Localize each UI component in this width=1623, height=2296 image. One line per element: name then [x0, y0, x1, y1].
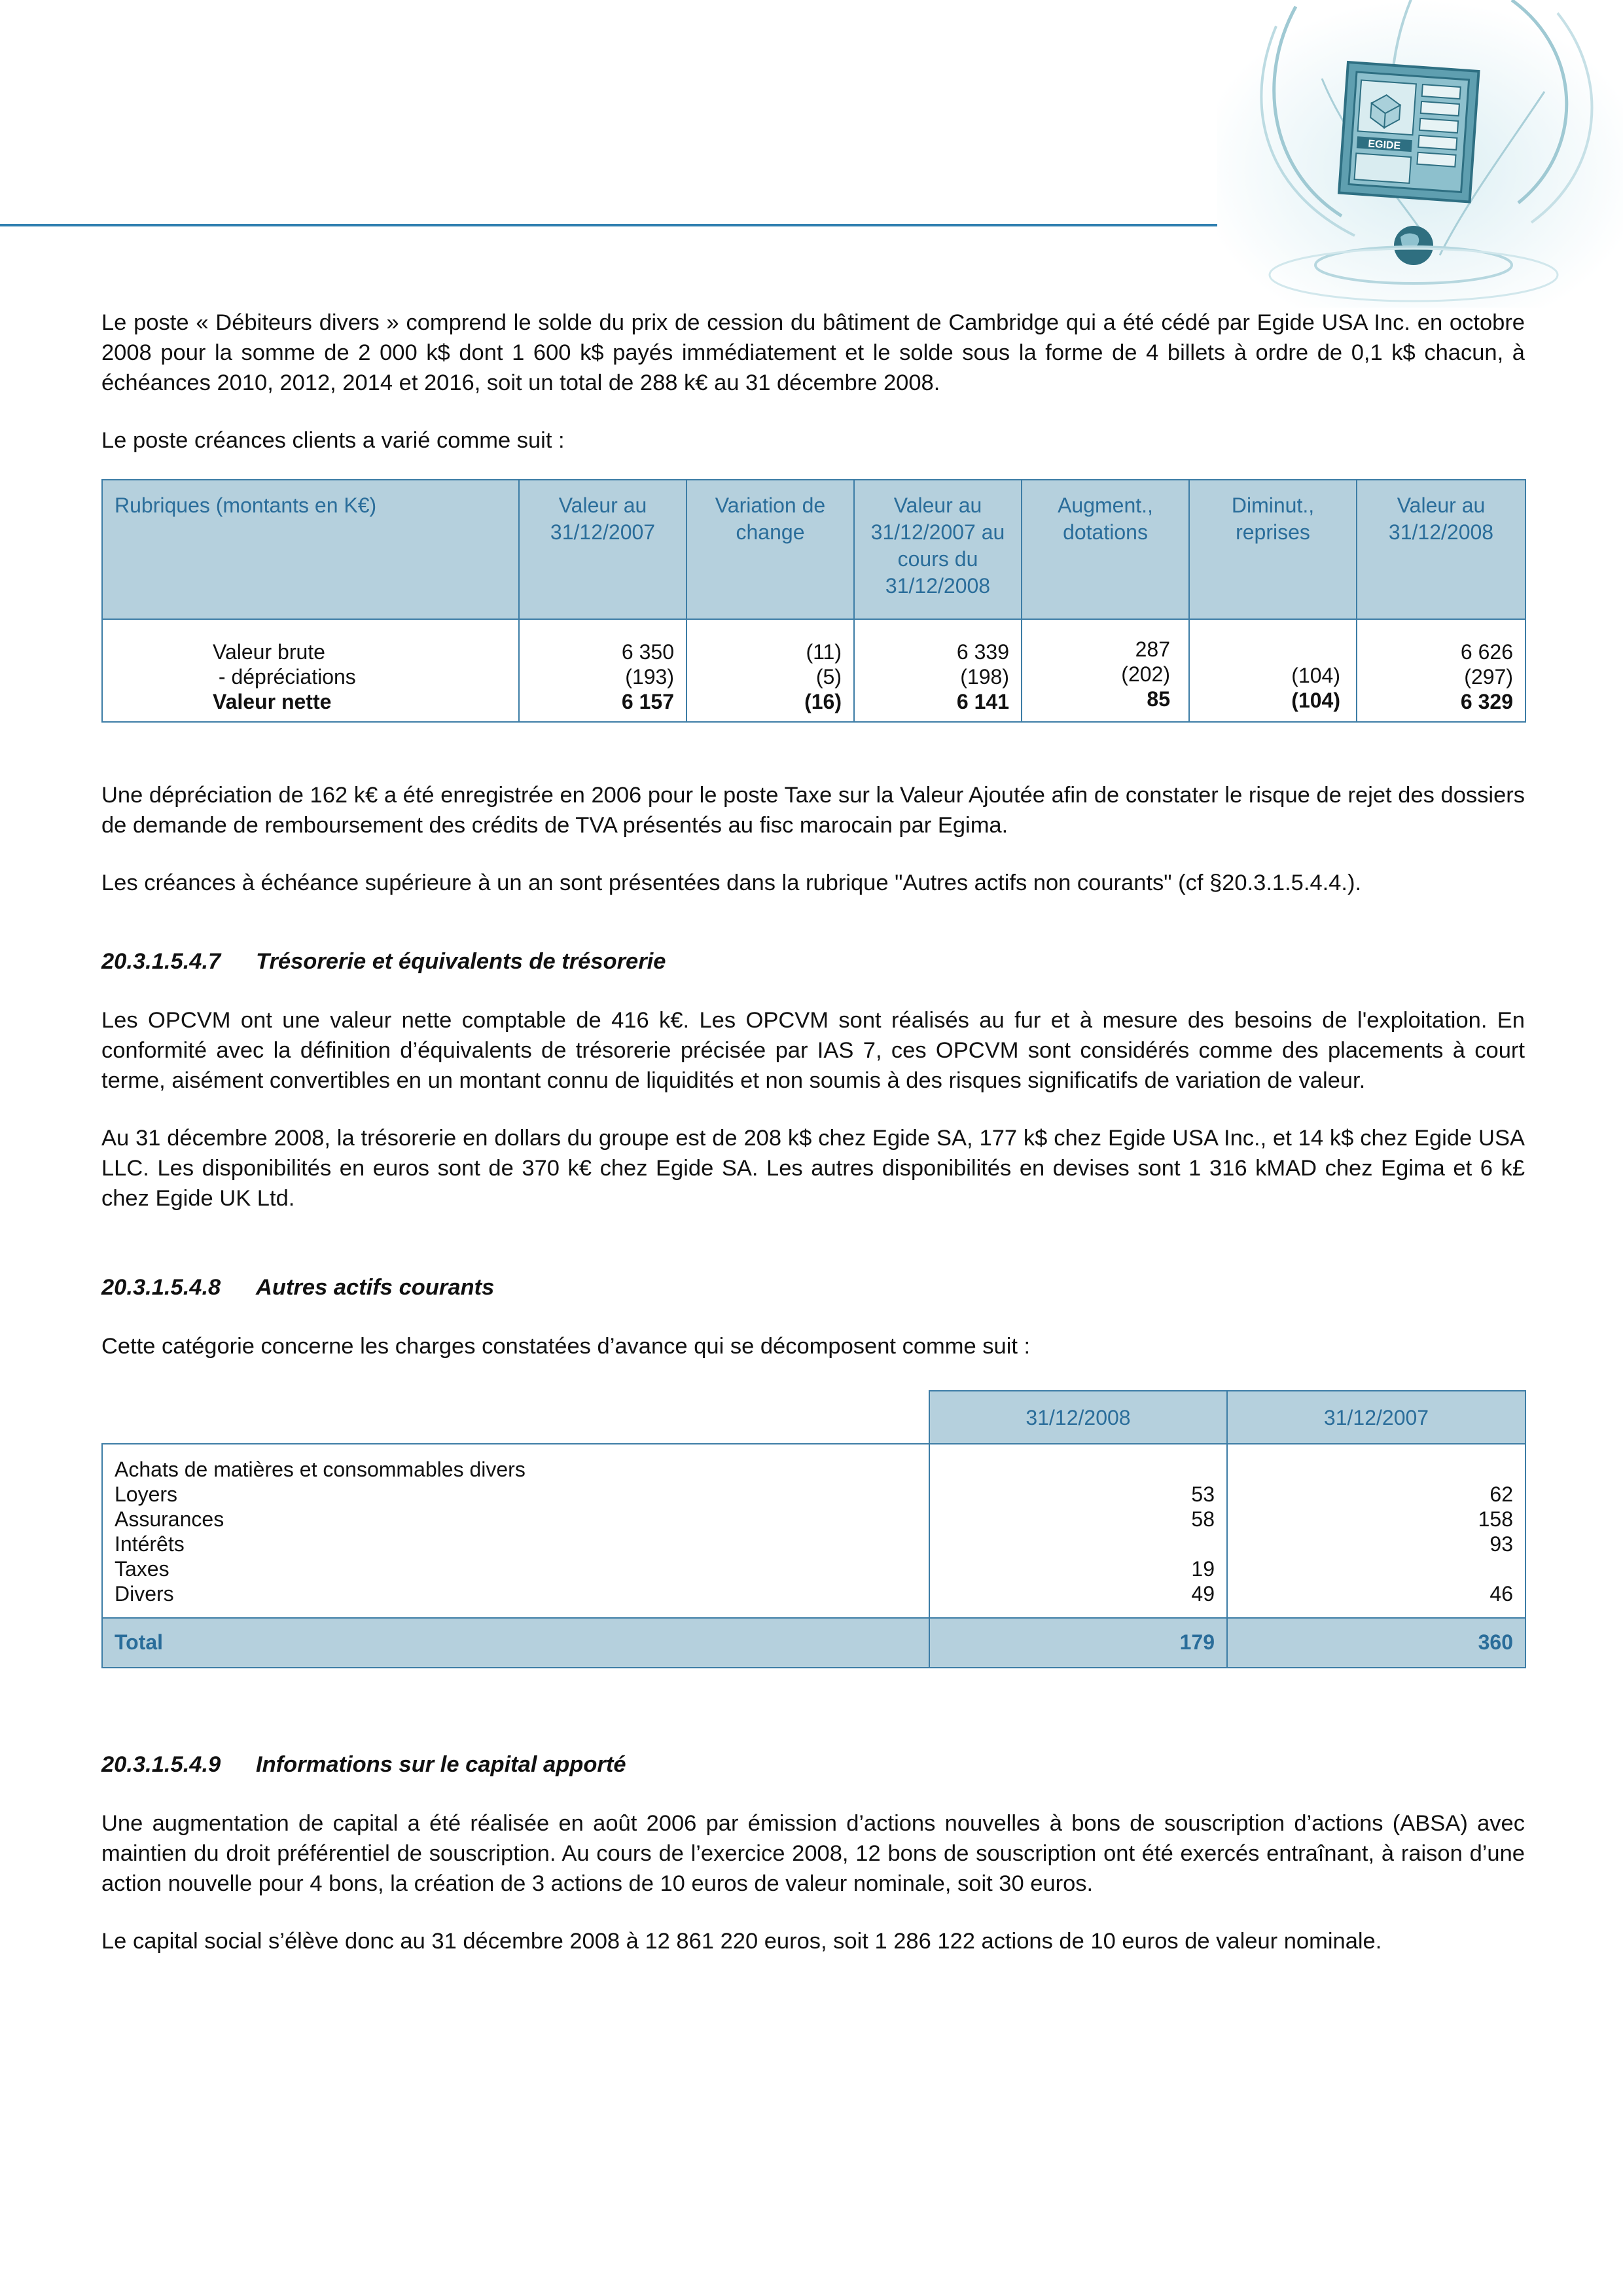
paragraph-creances-intro: Le poste créances clients a varié comme suit :	[101, 428, 565, 453]
value: 6 329	[1460, 690, 1513, 713]
section-title: Trésorerie et équivalents de trésorerie	[256, 949, 666, 974]
paragraph-charges-constatees: Cette catégorie concerne les charges constatées d’avance qui se décomposent comme suit :	[101, 1334, 1031, 1359]
value: 158	[1478, 1507, 1513, 1531]
augmentations-cell	[1022, 619, 1189, 722]
section-heading-tresorerie	[101, 946, 1525, 977]
section-heading-capital	[101, 1749, 1525, 1780]
value: 85	[1147, 687, 1170, 711]
row-label: Valeur nette	[213, 690, 332, 713]
value: 53	[1191, 1482, 1215, 1506]
value: (198)	[960, 665, 1009, 689]
value: 46	[1489, 1582, 1513, 1605]
row-label: - dépréciations	[213, 665, 356, 689]
value: 93	[1489, 1532, 1513, 1556]
row-label: Valeur brute	[213, 640, 325, 664]
table-body-row	[102, 619, 1525, 722]
row-label: Assurances	[115, 1507, 224, 1531]
paragraph-opcvm: Les OPCVM ont une valeur nette comptable de 416 k€. Les OPCVM sont réalisés au fur et à mesure des besoins de l'exploitation. En conformité avec la définition d’équivalents de trésorerie précisée par IAS 7, ces OPCVM sont considérés comme des placements à court terme, aisément convertibles en un montant connu de liquidités et non soumis à des risques significatifs de variation de valeur.	[101, 1008, 1525, 1093]
row-label: Taxes	[115, 1557, 169, 1581]
value-2007-cell	[519, 619, 687, 722]
section-title: Autres actifs courants	[256, 1275, 495, 1300]
value-2008-cell	[1357, 619, 1525, 722]
variation-change-cell	[687, 619, 854, 722]
header-cell: Augment., dotations	[1022, 480, 1189, 619]
empty-header-cell	[102, 1391, 929, 1444]
diminutions-cell	[1189, 619, 1357, 722]
paragraph-augmentation-capital: Une augmentation de capital a été réalisée en août 2006 par émission d’actions nouvelles à bons de souscription d’actions (ABSA) avec maintien du droit préférentiel de souscription. Au cours de l’exercice 2008, 12 bons de souscription ont été exercés entraînant, à raison d’une action nouvelle pour 4 bons, la création de 3 actions de 10 euros de valeur nominale, soit 30 euros.	[101, 1811, 1525, 1896]
total-value: 360	[1227, 1618, 1525, 1668]
svg-text:EGIDE: EGIDE	[1367, 138, 1401, 152]
section-number: 20.3.1.5.4.9	[101, 1752, 221, 1777]
paragraph-depreciation-tva: Une dépréciation de 162 k€ a été enregistrée en 2006 pour le poste Taxe sur la Valeur Ajoutée afin de constater le risque de rejet des dossiers de demande de remboursement des crédits de TVA présentés au fisc marocain par Egima.	[101, 783, 1525, 838]
header-cell: Valeur au 31/12/2008	[1357, 480, 1525, 619]
table-header-row	[102, 480, 1525, 619]
value	[942, 1532, 1215, 1557]
value: 6 339	[956, 640, 1009, 664]
creances-table	[101, 479, 1526, 723]
header-cell: Valeur au 31/12/2007	[519, 480, 687, 619]
value: (104)	[1291, 689, 1340, 712]
header-cell: Diminut., reprises	[1189, 480, 1357, 619]
row-label: Intérêts	[115, 1532, 185, 1556]
section-number: 20.3.1.5.4.8	[101, 1275, 221, 1300]
charges-table	[101, 1390, 1526, 1668]
value: 58	[1191, 1507, 1215, 1531]
value	[1240, 1557, 1513, 1582]
value: 6 157	[621, 690, 674, 713]
header-rule	[0, 224, 1219, 226]
section-number: 20.3.1.5.4.7	[101, 949, 221, 974]
paragraph-tresorerie-devises: Au 31 décembre 2008, la trésorerie en dollars du groupe est de 208 k$ chez Egide SA, 177 k$ chez Egide USA Inc., et 14 k$ chez Egide USA LLC. Les disponibilités en euros sont de 370 k€ chez Egide SA. Les autres disponibilités en devises sont 1 316 kMAD chez Egima et 6 k£ chez Egide UK Ltd.	[101, 1126, 1525, 1211]
value: (193)	[625, 665, 674, 689]
labels-cell	[102, 619, 519, 722]
section-title: Informations sur le capital apporté	[256, 1752, 626, 1777]
value: (202)	[1121, 662, 1170, 686]
value: (5)	[815, 665, 842, 689]
header-cell: 31/12/2007	[1227, 1391, 1525, 1444]
total-value: 179	[929, 1618, 1227, 1668]
value	[1240, 1458, 1513, 1482]
value: (16)	[804, 690, 842, 713]
header-cell: Variation de change	[687, 480, 854, 619]
value: 6 626	[1460, 640, 1513, 664]
value-2007-converted-cell	[854, 619, 1022, 722]
section-heading-autres-actifs	[101, 1272, 1525, 1302]
table-header-row	[102, 1391, 1525, 1444]
page-content	[101, 308, 1525, 1956]
value-2007-cell	[1227, 1444, 1525, 1618]
value: 19	[1191, 1557, 1215, 1581]
value: 62	[1489, 1482, 1513, 1506]
value: (104)	[1291, 664, 1340, 687]
labels-cell	[102, 1444, 929, 1618]
value	[942, 1458, 1215, 1482]
value: (297)	[1464, 665, 1513, 689]
header-cell: Rubriques (montants en K€)	[102, 480, 519, 619]
value: 6 350	[621, 640, 674, 664]
paragraph-capital-social: Le capital social s’élève donc au 31 décembre 2008 à 12 861 220 euros, soit 1 286 122 actions de 10 euros de valeur nominale.	[101, 1929, 1382, 1954]
row-label: Loyers	[115, 1482, 178, 1506]
row-label: Divers	[115, 1582, 174, 1605]
egide-logo	[1217, 0, 1623, 308]
table-total-row	[102, 1618, 1525, 1668]
value: (11)	[806, 640, 842, 664]
value: 6 141	[956, 690, 1009, 713]
row-label: Achats de matières et consommables divers	[115, 1458, 526, 1481]
header-cell: 31/12/2008	[929, 1391, 1227, 1444]
value: 287	[1135, 637, 1170, 661]
paragraph-creances-echeance: Les créances à échéance supérieure à un an sont présentées dans la rubrique "Autres actifs non courants" (cf §20.3.1.5.4.4.).	[101, 870, 1362, 895]
value-2008-cell	[929, 1444, 1227, 1618]
paragraph-debiteurs: Le poste « Débiteurs divers » comprend le solde du prix de cession du bâtiment de Cambridge qui a été cédé par Egide USA Inc. en octobre 2008 pour la somme de 2 000 k$ dont 1 600 k$ payés immédiatement et le solde sous la forme de 4 billets à ordre de 0,1 k$ chacun, à échéances 2010, 2012, 2014 et 2016, soit un total de 288 k€ au 31 décembre 2008.	[101, 310, 1525, 395]
table-body-row	[102, 1444, 1525, 1618]
header-cell: Valeur au 31/12/2007 au cours du 31/12/2008	[854, 480, 1022, 619]
total-label: Total	[102, 1618, 929, 1668]
value: 49	[1191, 1582, 1215, 1605]
